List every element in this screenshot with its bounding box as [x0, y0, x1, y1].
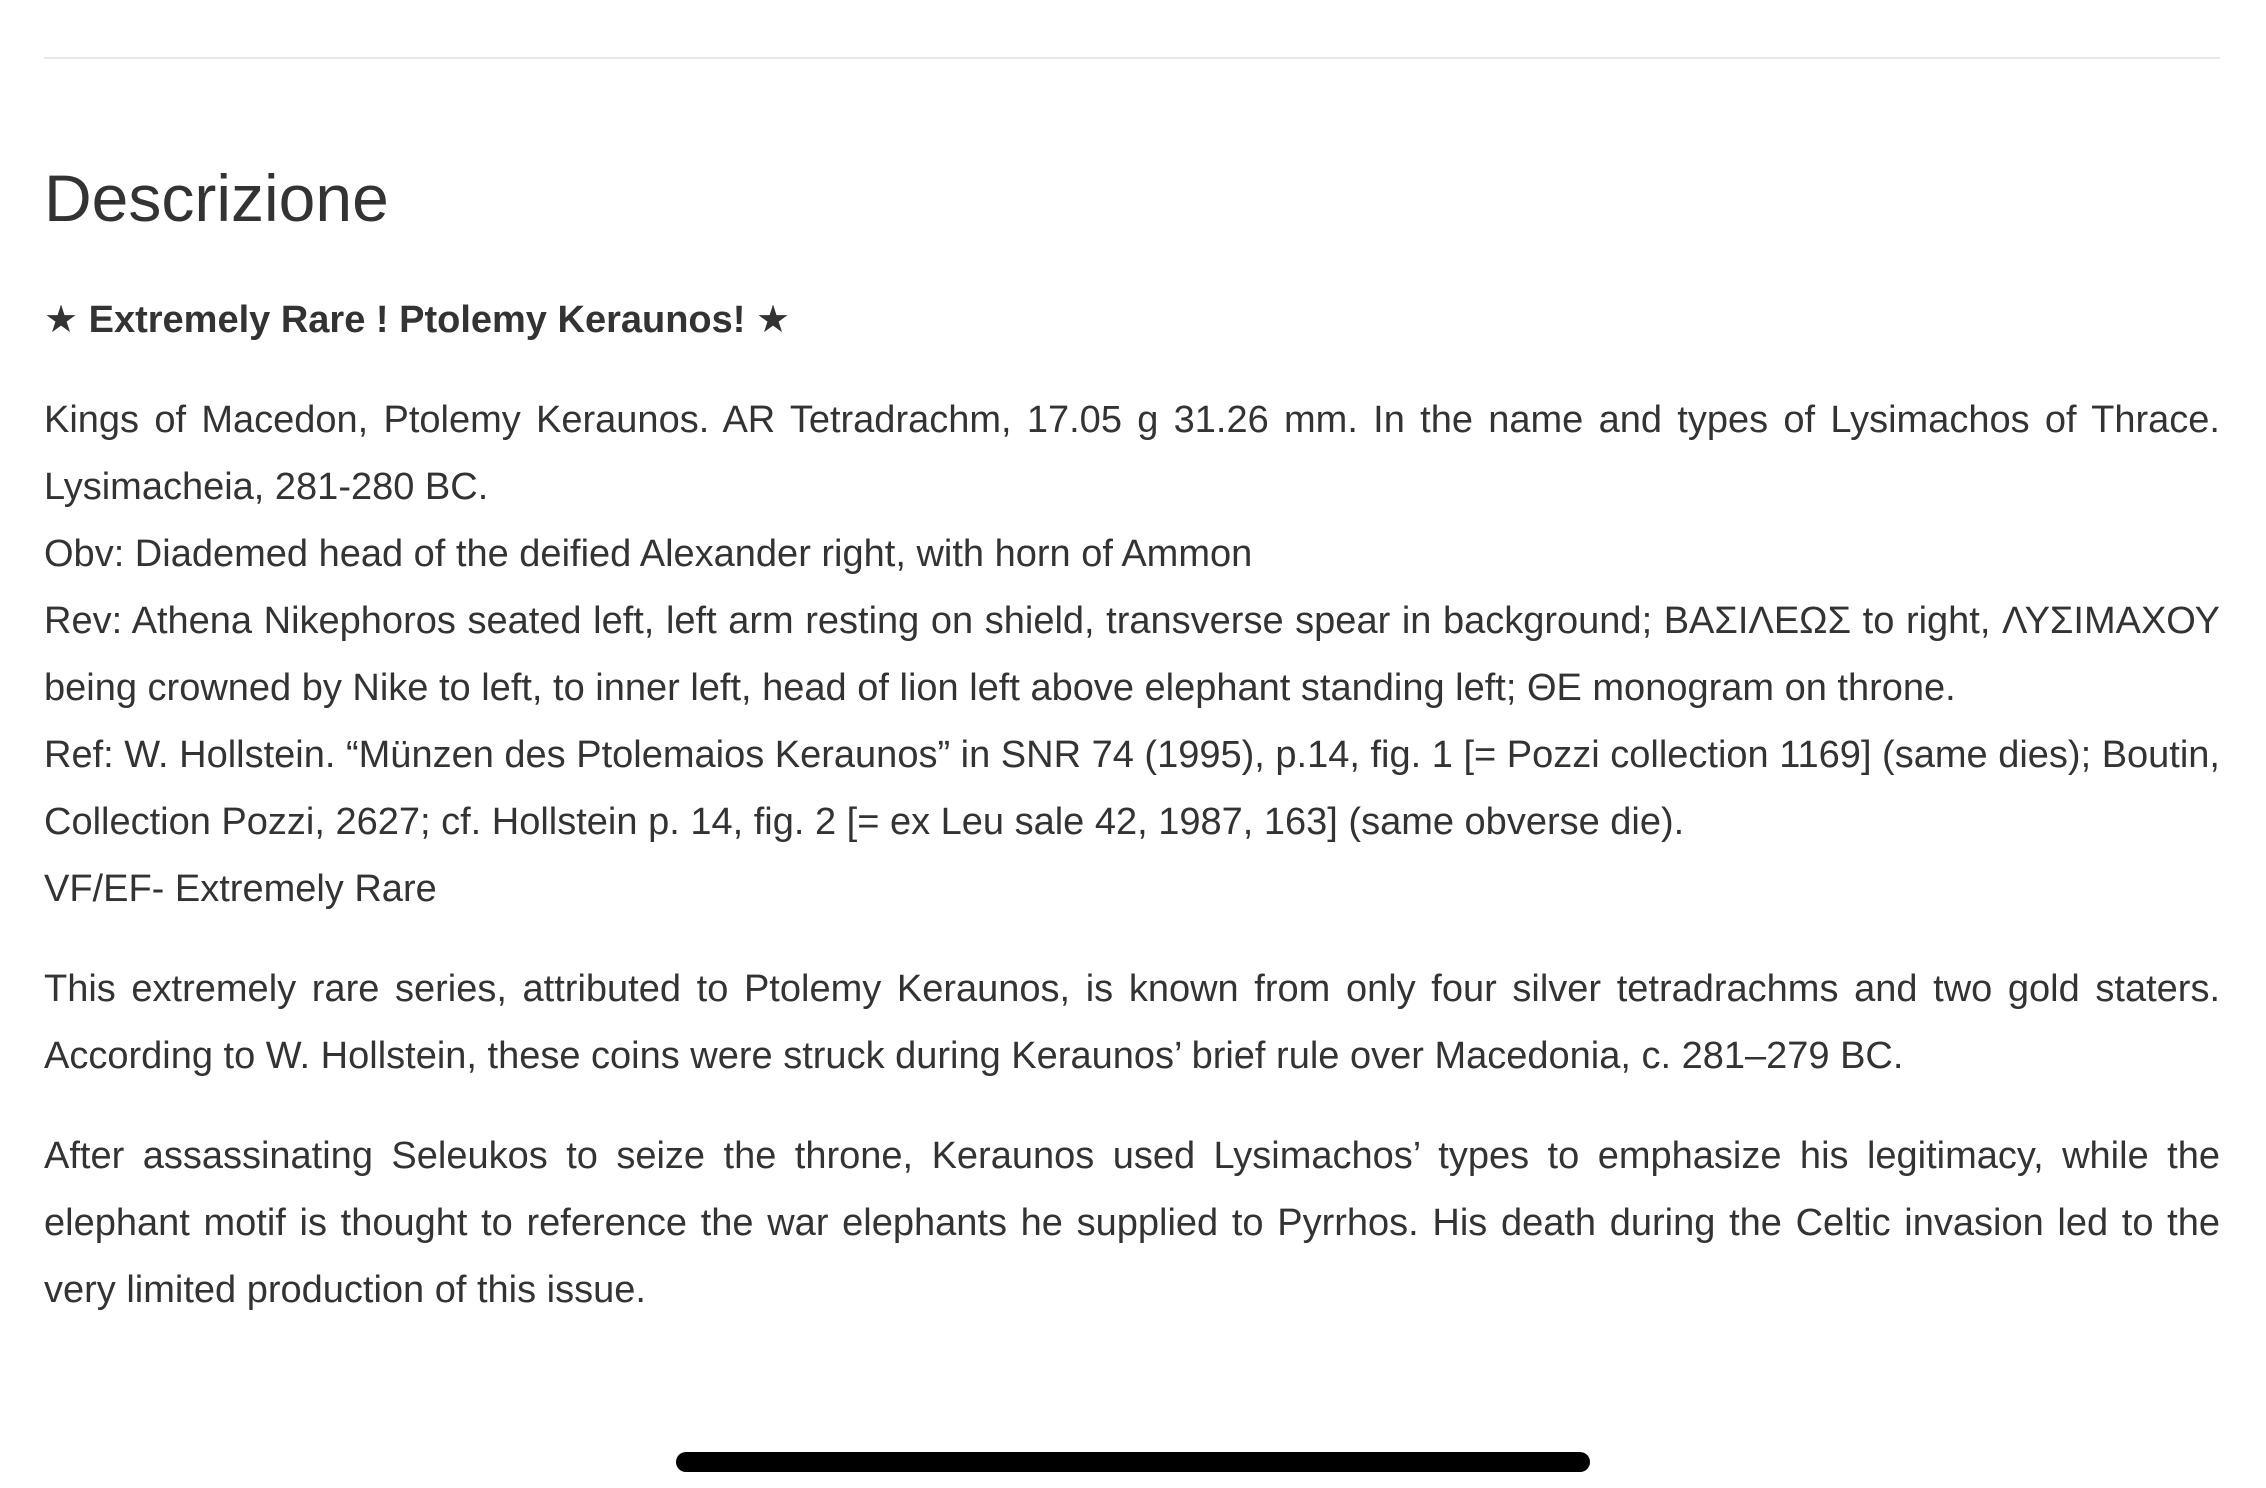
- coin-grade: VF/EF- Extremely Rare: [44, 868, 437, 910]
- history-paragraph: After assassinating Seleukos to seize the throne, Keraunos used Lysimachos’ types to emphasize his legitimacy, while the elephant motif is thought to reference the war elephants he supplied to Pyrrhos. His death during the Celtic invasion led to the very limited production of this issue.: [44, 1135, 2220, 1311]
- coin-reference: Ref: W. Hollstein. “Münzen des Ptolemaios Keraunos” in SNR 74 (1995), p.14, fig. 1 [= Pozzi collection 1169] (same dies); Boutin, Collection Pozzi, 2627; cf. Hollstein p. 14, fig. 2 [= ex Leu sale 42, 1987, 163] (same obverse die).: [44, 734, 2220, 843]
- coin-intro: Kings of Macedon, Ptolemy Keraunos. AR Tetradrachm, 17.05 g 31.26 mm. In the name and types of Lysimachos of Thrace. Lysimacheia, 281-280 BC.: [44, 399, 2220, 508]
- section-divider: [44, 57, 2220, 59]
- description-body: [44, 287, 2220, 1324]
- coin-reverse: Rev: Athena Nikephoros seated left, left arm resting on shield, transverse spear in background; ΒΑΣΙΛΕΩΣ to right, ΛΥΣΙΜΑΧΟΥ being crowned by Nike to left, to inner left, head of lion left above elephant standing left; ΘΕ monogram on throne.: [44, 600, 2220, 709]
- description-title: Descrizione: [44, 161, 389, 235]
- home-indicator[interactable]: [676, 1452, 1590, 1472]
- description-headline: ★ Extremely Rare ! Ptolemy Keraunos! ★: [44, 299, 791, 341]
- series-paragraph: This extremely rare series, attributed to Ptolemy Keraunos, is known from only four silver tetradrachms and two gold staters. According to W. Hollstein, these coins were struck during Keraunos’ brief rule over Macedonia, c. 281–279 BC.: [44, 968, 2220, 1077]
- coin-obverse: Obv: Diademed head of the deified Alexander right, with horn of Ammon: [44, 533, 1253, 575]
